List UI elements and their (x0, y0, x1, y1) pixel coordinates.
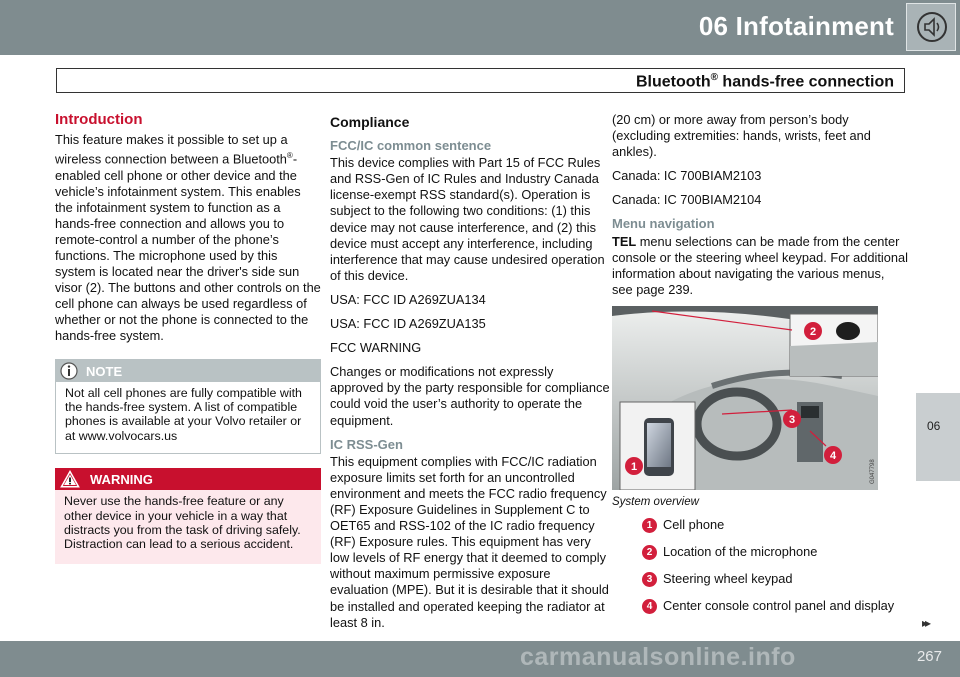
note-label: NOTE (86, 363, 123, 379)
next-page-arrows-icon: ▸▸ (922, 616, 929, 630)
column-left (55, 112, 321, 564)
watermark: carmanualsonline.info (520, 643, 796, 671)
canada-ic-1: Canada: IC 700BIAM2103 (612, 168, 762, 184)
section-title-box (56, 68, 905, 93)
legend-item-steering-keypad (612, 568, 908, 595)
legend-number: 4 (642, 599, 657, 614)
legend-label: Location of the microphone (663, 544, 818, 560)
fcc-text: This device complies with Part 15 of FCC Rules and RSS-Gen of IC Rules and Industry Canada license-exempt RSS standard(s). Operation is subject to the following two conditions: (1) this device may not cause interference, and (2) this device must accept any interference, including interference that may cause undesired operation of this device. (330, 155, 605, 283)
warning-label: WARNING (90, 472, 153, 488)
legend-item-microphone (612, 541, 908, 568)
top-banner (0, 0, 960, 55)
figure-code: G047798 (870, 459, 876, 484)
fcc-id-1: USA: FCC ID A269ZUA134 (330, 291, 486, 307)
chapter-icon-box (906, 3, 956, 51)
introduction-heading: Introduction (55, 111, 143, 128)
ic-heading: IC RSS-Gen (330, 436, 403, 452)
speaker-icon (916, 11, 948, 43)
warning-box (55, 468, 321, 564)
figure-caption: System overview (612, 495, 699, 508)
page-number: 267 (916, 648, 942, 665)
legend-number: 3 (642, 572, 657, 587)
svg-text:1: 1 (630, 460, 638, 473)
dashboard-illustration (612, 306, 878, 490)
svg-text:4: 4 (829, 449, 837, 462)
callout-4 (824, 446, 842, 464)
warning-text: Never use the hands-free feature or any other device in your vehicle in a way that distracts you from the task of driving safely. Distraction can lead to a serious accident. (55, 490, 321, 564)
legend-label: Center console control panel and display (663, 598, 895, 614)
note-header (56, 360, 320, 382)
warning-triangle-icon (60, 470, 80, 488)
chapter-number: 06 (927, 419, 941, 433)
fcc-heading: FCC/IC common sentence (330, 138, 492, 154)
column-right (612, 112, 908, 622)
legend-label: Cell phone (663, 517, 725, 533)
fcc-warning-label: FCC WARNING (330, 340, 422, 356)
canada-ic-2: Canada: IC 700BIAM2104 (612, 192, 762, 208)
fcc-id-2: USA: FCC ID A269ZUA135 (330, 316, 486, 332)
chapter-title: 06 Infotainment (698, 11, 894, 41)
chapter-side-tab (916, 393, 960, 481)
ic-text: This equipment complies with FCC/IC radiation exposure limits set forth for an uncontrolled environment and meets the FCC radio frequency (RF) Exposure Guidelines in Supplement C to OET65 and RSS-102 of the IC radio frequency (RF) Exposure rules. This equipment has very low levels of RF energy that it deemed to comply without maximum permissive exposure evaluation (MPE). But it is desirable that it should be installed and operated keeping the radiator at least 8 in. (330, 453, 609, 630)
legend-number: 1 (642, 518, 657, 533)
note-text: Not all cell phones are fully compatible with the hands-free system. A list of compatible phones is available at your Volvo retailer or at www.volvocars.us (56, 382, 320, 454)
compliance-heading: Compliance (330, 114, 410, 130)
info-icon (60, 362, 78, 380)
bottom-banner (0, 641, 960, 677)
callout-2 (804, 322, 822, 340)
introduction-text: This feature makes it possible to set up a wireless connection between a Bluetooth®-enabled cell phone or other device and the vehicle’s infotainment system. This enables the infotainment system to function as a hands-free connection and allows you to remote-control a number of the phone’s functions. The microphone used by this system is located near the driver's side sun visor (2). The buttons and other controls on the cell phone can always be used regardless of whether or not the phone is connected to the hands-free system. (55, 132, 321, 344)
menu-navigation-heading: Menu navigation (612, 216, 715, 232)
ic-text-continued: (20 cm) or more away from person’s body (excluding extremities: hands, wrists, feet and ankles). (612, 112, 871, 160)
warning-header (55, 468, 321, 490)
system-overview-figure (612, 306, 878, 490)
legend-label: Steering wheel keypad (663, 571, 793, 587)
legend-item-cell-phone (612, 514, 908, 541)
column-middle (330, 112, 610, 639)
note-box (55, 359, 321, 455)
svg-text:3: 3 (788, 413, 796, 426)
legend-item-center-console (612, 595, 908, 622)
legend-number: 2 (642, 545, 657, 560)
callout-1 (625, 457, 643, 475)
callout-3 (783, 410, 801, 428)
section-title: Bluetooth® hands-free connection (635, 72, 894, 91)
svg-text:2: 2 (809, 325, 817, 338)
fcc-warning-text: Changes or modifications not expressly approved by the party responsible for compliance could void the user’s authority to operate the equipment. (330, 364, 610, 428)
menu-navigation-text: TEL menu selections can be made from the center console or the steering wheel keypad. For additional information about navigating the various menus, see page 239. (612, 233, 908, 297)
